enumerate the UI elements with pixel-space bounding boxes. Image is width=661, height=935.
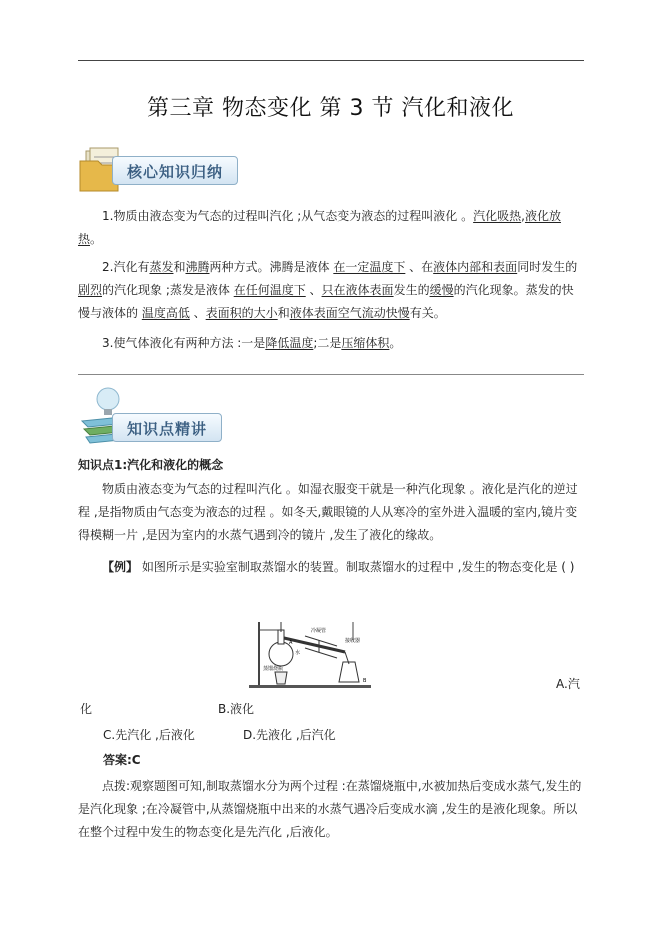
label-condenser: 冷凝管 bbox=[311, 628, 327, 634]
section-tab bbox=[112, 156, 238, 185]
page-title: 第三章 物态变化 第 3 节 汽化和液化 bbox=[147, 96, 514, 121]
option-c: C.先汽化 ,后液化 bbox=[103, 728, 195, 742]
section-label: 核心知识归纳 bbox=[127, 163, 224, 181]
example-tag: 【例】 bbox=[102, 560, 139, 574]
label-b: B bbox=[363, 678, 367, 684]
label-water: 水 bbox=[295, 650, 301, 656]
section-tab bbox=[112, 413, 222, 442]
knowledge-heading: 知识点1:汽化和液化的概念 bbox=[78, 458, 224, 472]
example-text: 如图所示是实验室制取蒸馏水的装置。制取蒸馏水的过程中 ,发生的物态变化是 ( ) bbox=[138, 560, 575, 574]
label-flask: 蒸馏烧瓶 bbox=[263, 666, 284, 672]
section-label: 知识点精讲 bbox=[127, 420, 208, 438]
option-a-part2: 化 bbox=[80, 702, 93, 716]
core-point-2: 2.汽化有蒸发和沸腾两种方式。沸腾是液体 在一定温度下 、在液体内部和表面同时发生的剧烈的汽化现象 ;蒸发是液体 在任何温度下 、只在液体表面发生的缓慢的汽化现象。蒸发的快慢与液体的 温度高低 、表面积的大小和液体表面空气流动快慢有关。 bbox=[78, 260, 578, 320]
section-divider bbox=[78, 374, 584, 375]
core-point-1: 1.物质由液态变为气态的过程叫汽化 ;从气态变为液态的过程叫液化 。汽化吸热,液化放热。 bbox=[78, 209, 561, 246]
label-a: A bbox=[289, 640, 293, 646]
section-banner-core bbox=[78, 145, 248, 193]
tip-paragraph: 点拨:观察题图可知,制取蒸馏水分为两个过程 :在蒸馏烧瓶中,水被加热后变成水蒸气,发生的是汽化现象 ;在冷凝管中,从蒸馏烧瓶中出来的水蒸气遇冷后变成水滴 ,发生的是液化现象。所以在整个过程中发生的物态变化是先汽化 ,后液化。 bbox=[78, 779, 582, 839]
distillation-apparatus-figure bbox=[245, 612, 375, 692]
top-rule bbox=[78, 60, 584, 61]
answer: 答案:C bbox=[103, 753, 141, 767]
example-question bbox=[78, 556, 584, 579]
option-b: B.液化 bbox=[218, 702, 255, 716]
core-point-3: 3.使气体液化有两种方法 :一是降低温度;二是压缩体积。 bbox=[102, 336, 402, 350]
knowledge-paragraph: 物质由液态变为气态的过程叫汽化 。如湿衣服变干就是一种汽化现象 。液化是汽化的逆过程 ,是指物质由气态变为液态的过程 。如冬天,戴眼镜的人从寒冷的室外进入温暖的室内,镜片变得模糊一片 ,是因为室内的水蒸气遇到冷的镜片 ,发生了液化的缘故。 bbox=[78, 482, 578, 542]
option-d: D.先液化 ,后汽化 bbox=[243, 728, 336, 742]
section-banner-detail bbox=[78, 385, 248, 445]
option-a-part1: A.汽 bbox=[556, 677, 580, 691]
label-receiver: 接收器 bbox=[345, 638, 361, 644]
